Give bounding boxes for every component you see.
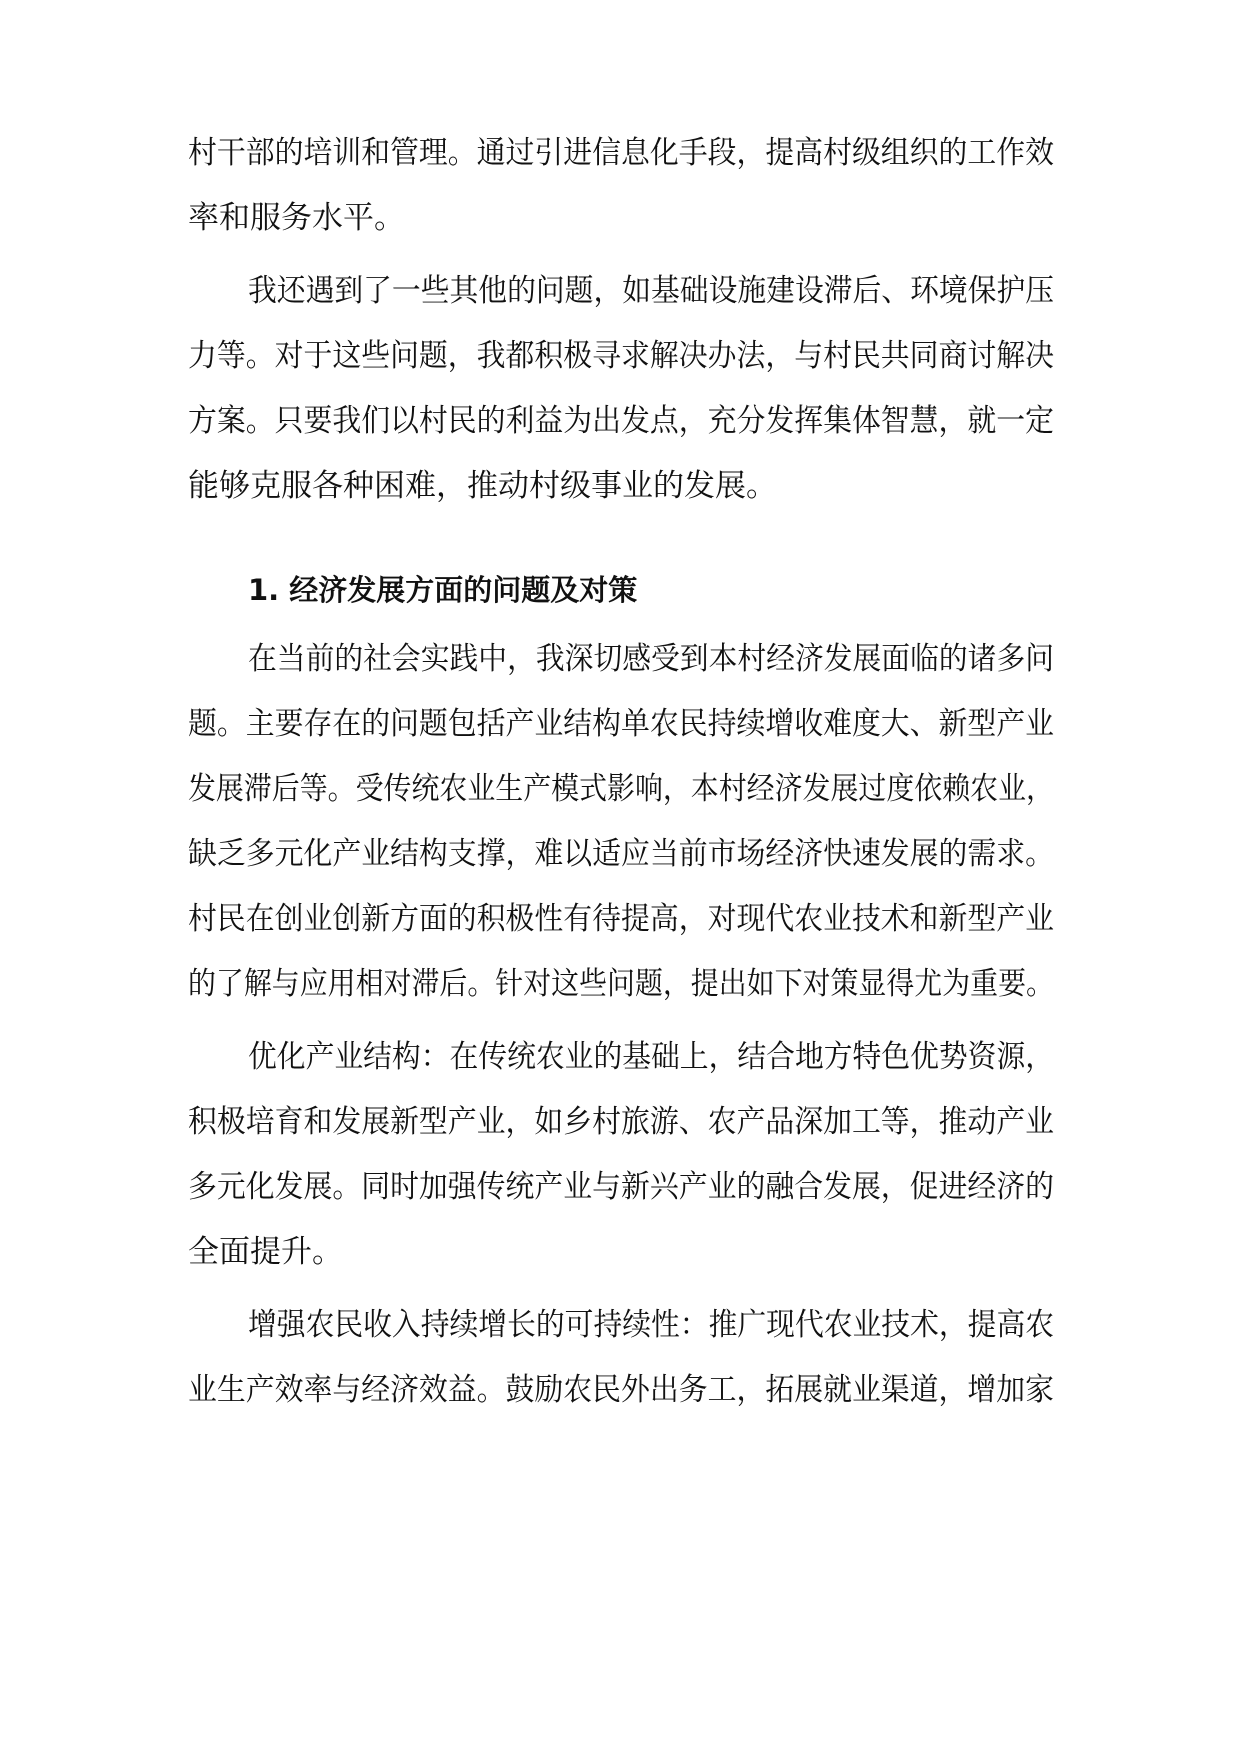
paragraph-line: 发展滞后等。受传统农业生产模式影响，本村经济发展过度依赖农业，: [188, 771, 1054, 807]
paragraph-line: 缺乏多元化产业结构支撑，难以适应当前市场经济快速发展的需求。: [188, 836, 1055, 872]
paragraph-line: 我还遇到了一些其他的问题，如基础设施建设滞后、环境保护压: [248, 273, 1055, 309]
paragraph-line: 能够克服各种困难，推动村级事业的发展。: [188, 468, 777, 504]
paragraph-line: 力等。对于这些问题，我都积极寻求解决办法，与村民共同商讨解决: [188, 338, 1055, 374]
paragraph-line: 业生产效率与经济效益。鼓励农民外出务工，拓展就业渠道，增加家: [188, 1372, 1055, 1408]
paragraph-line: 全面提升。: [188, 1234, 343, 1270]
paragraph-line: 方案。只要我们以村民的利益为出发点，充分发挥集体智慧，就一定: [188, 403, 1055, 439]
paragraph-line: 增强农民收入持续增长的可持续性：推广现代农业技术，提高农: [248, 1307, 1055, 1343]
paragraph-line: 在当前的社会实践中，我深切感受到本村经济发展面临的诸多问: [248, 641, 1055, 677]
section-heading: 1. 经济发展方面的问题及对策: [248, 573, 638, 607]
paragraph-line: 村干部的培训和管理。通过引进信息化手段，提高村级组织的工作效: [188, 135, 1055, 171]
paragraph-line: 村民在创业创新方面的积极性有待提高，对现代农业技术和新型产业: [188, 901, 1055, 937]
paragraph-line: 率和服务水平。: [188, 200, 405, 236]
paragraph-line: 积极培育和发展新型产业，如乡村旅游、农产品深加工等，推动产业: [188, 1104, 1055, 1140]
paragraph-line: 题。主要存在的问题包括产业结构单农民持续增收难度大、新型产业: [188, 706, 1055, 742]
paragraph-line: 多元化发展。同时加强传统产业与新兴产业的融合发展，促进经济的: [188, 1169, 1055, 1205]
paragraph-line: 的了解与应用相对滞后。针对这些问题，提出如下对策显得尤为重要。: [188, 966, 1054, 1002]
paragraph-line: 优化产业结构：在传统农业的基础上，结合地方特色优势资源，: [248, 1039, 1055, 1075]
